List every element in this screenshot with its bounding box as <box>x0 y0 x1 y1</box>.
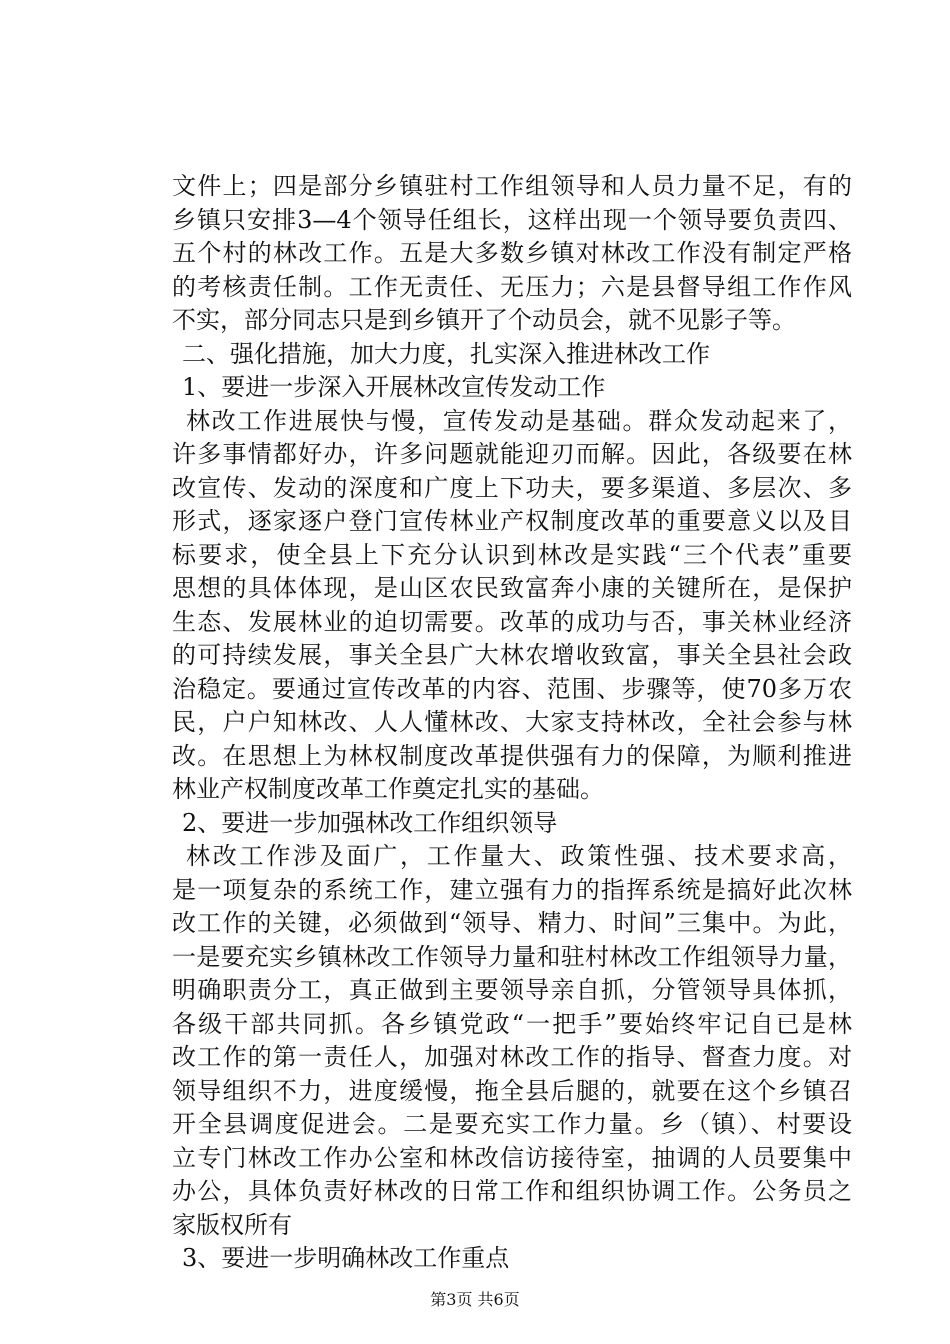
text-line: 二、强化措施，加大力度，扎实深入推进林改工作 <box>182 339 710 368</box>
text-line: 2、要进一步加强林改工作组织领导 <box>182 808 558 837</box>
text-line: 林业产权制度改革工作奠定扎实的基础。 <box>172 775 604 803</box>
text-line: 标要求，使全县上下充分认识到林改是实践“三个代表”重要 <box>172 540 852 569</box>
text-line: 是一项复杂的系统工作，建立强有力的指挥系统是搞好此次林 <box>172 875 852 904</box>
text-line: 的可持续发展，事关全县广大林农增收致富，事关全县社会政 <box>172 641 852 669</box>
text-line: 不实，部分同志只是到乡镇开了个动员会，就不见影子等。 <box>172 306 796 334</box>
text-line: 家版权所有 <box>172 1210 292 1239</box>
text-line: 领导组织不力，进度缓慢，拖全县后腿的，就要在这个乡镇召 <box>172 1076 852 1105</box>
text-line: 改工作的关键，必须做到“领导、精力、时间”三集中。为此， <box>172 909 852 937</box>
text-line: 开全县调度促进会。二是要充实工作力量。乡（镇）、村要设 <box>172 1110 852 1138</box>
text-line: 1、要进一步深入开展林改宣传发动工作 <box>182 373 606 401</box>
text-line: 五个村的林改工作。五是大多数乡镇对林改工作没有制定严格 <box>172 239 852 267</box>
text-line: 乡镇只安排3—4个领导任组长，这样出现一个领导要负责四、 <box>172 205 852 234</box>
page-footer: 第3页 共6页 <box>430 1290 520 1309</box>
text-line: 立专门林改工作办公室和林改信访接待室，抽调的人员要集中 <box>172 1143 852 1172</box>
text-line: 形式，逐家逐户登门宣传林业产权制度改革的重要意义以及目 <box>172 507 852 535</box>
text-line: 改宣传、发动的深度和广度上下功夫，要多渠道、多层次、多 <box>172 473 852 502</box>
text-line: 改。在思想上为林权制度改革提供强有力的保障，为顺利推进 <box>172 741 852 770</box>
text-line: 办公，具体负责好林改的日常工作和组织协调工作。公务员之 <box>172 1177 852 1205</box>
text-line: 治稳定。要通过宣传改革的内容、范围、步骤等，使70多万农 <box>172 674 852 703</box>
text-line: 3、要进一步明确林改工作重点 <box>182 1244 510 1272</box>
text-line: 文件上；四是部分乡镇驻村工作组领导和人员力量不足，有的 <box>172 172 852 200</box>
text-line: 思想的具体体现，是山区农民致富奔小康的关键所在，是保护 <box>172 574 852 602</box>
text-line: 许多事情都好办，许多问题就能迎刃而解。因此，各级要在林 <box>172 440 852 468</box>
text-line: 生态、发展林业的迫切需要。改革的成功与否，事关林业经济 <box>172 607 852 636</box>
text-line: 的考核责任制。工作无责任、无压力；六是县督导组工作作风 <box>172 272 852 301</box>
document-body <box>172 170 852 1276</box>
text-line: 一是要充实乡镇林改工作领导力量和驻村林改工作组领导力量， <box>172 942 852 971</box>
text-line: 改工作的第一责任人，加强对林改工作的指导、督查力度。对 <box>172 1043 852 1071</box>
text-line: 林改工作涉及面广，工作量大、政策性强、技术要求高， <box>186 842 852 870</box>
text-line: 民，户户知林改、人人懂林改、大家支持林改，全社会参与林 <box>172 708 852 736</box>
text-line: 林改工作进展快与慢，宣传发动是基础。群众发动起来了， <box>186 406 852 435</box>
text-line: 各级干部共同抓。各乡镇党政“一把手”要始终牢记自已是林 <box>172 1009 852 1038</box>
text-line: 明确职责分工，真正做到主要领导亲自抓，分管领导具体抓， <box>172 976 852 1004</box>
